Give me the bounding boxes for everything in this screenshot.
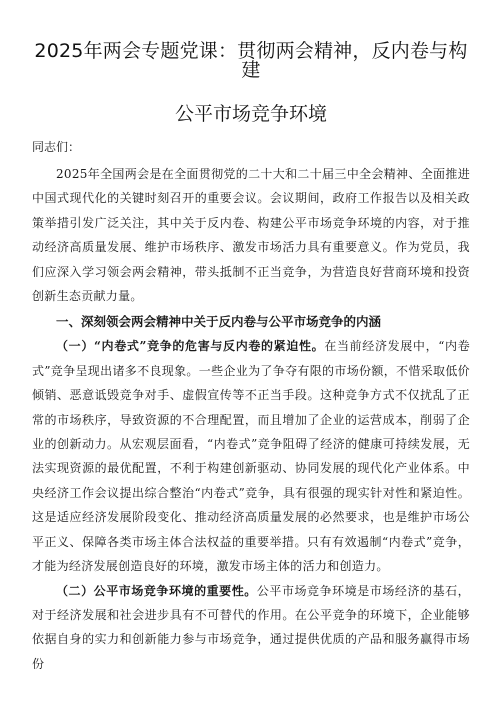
section-1-1-text: 在当前经济发展中，“内卷式”竞争呈现出诸多不良现象。一些企业为了争夺有限的市场份额，不惜采取低价倾销、恶意诋毁竞争对手、虚假宣传等不正当手段。这种竞争方式不仅扰乱了正常的市场秩序，导致资源的不合理配置，而且增加了企业的运营成本，削弱了企业的创新动力。从宏观层面看，“内卷式”竞争阻碍了经济的健康可持续发展，无法实现资源的最优配置，不利于构建创新驱动、协同发展的现代化产业体系。中央经济工作会议提出综合整治“内卷式”竞争，具有很强的现实针对性和紧迫性。这是适应经济发展阶段变化、推动经济高质量发展的必然要求，也是维护市场公平正义、保障各类市场主体合法权益的重要举措。只有有效遏制“内卷式”竞争，才能为经济发展创造良好的环境，激发市场主体的活力和创造力。: [32, 339, 470, 574]
salutation: 同志们：: [32, 140, 81, 154]
document-title-line-1: 2025年两会专题党课：贯彻两会精神，反内卷与构建: [34, 40, 468, 81]
section-1-heading: 一、深刻领会两会精神中关于反内卷与公平市场竞争的内涵: [56, 314, 382, 330]
section-1-2-text: 公平市场竞争环境是市场经济的基石，对于经济发展和社会进步具有不可替代的作用。在公平竞争的环境下，企业能够依据自身的实力和创新能力参与市场竞争，通过提供优质的产品和服务赢得市场份: [32, 583, 470, 671]
section-1-2-paragraph: [32, 579, 470, 677]
section-1-1-label: （一）“内卷式”竞争的危害与反内卷的紧迫性。: [56, 339, 325, 354]
section-1-2-label: （二）公平市场竞争环境的重要性。: [56, 583, 257, 598]
section-1-1-paragraph: [32, 334, 470, 578]
document-title-line-2: 公平市场竞争环境: [174, 103, 327, 125]
intro-paragraph: 2025年全国两会是在全面贯彻党的二十大和二十届三中全会精神、全面推进中国式现代化的关键时刻召开的重要会议。会议期间，政府工作报告以及相关政策举措引发广泛关注，其中关于反内卷、构建公平市场竞争环境的内容，对于推动经济高质量发展、维护市场秩序、激发市场活力具有重要意义。作为党员，我们应深入学习领会两会精神，带头抵制不正当竞争，为营造良好营商环境和投资创新生态贡献力量。: [32, 167, 470, 304]
